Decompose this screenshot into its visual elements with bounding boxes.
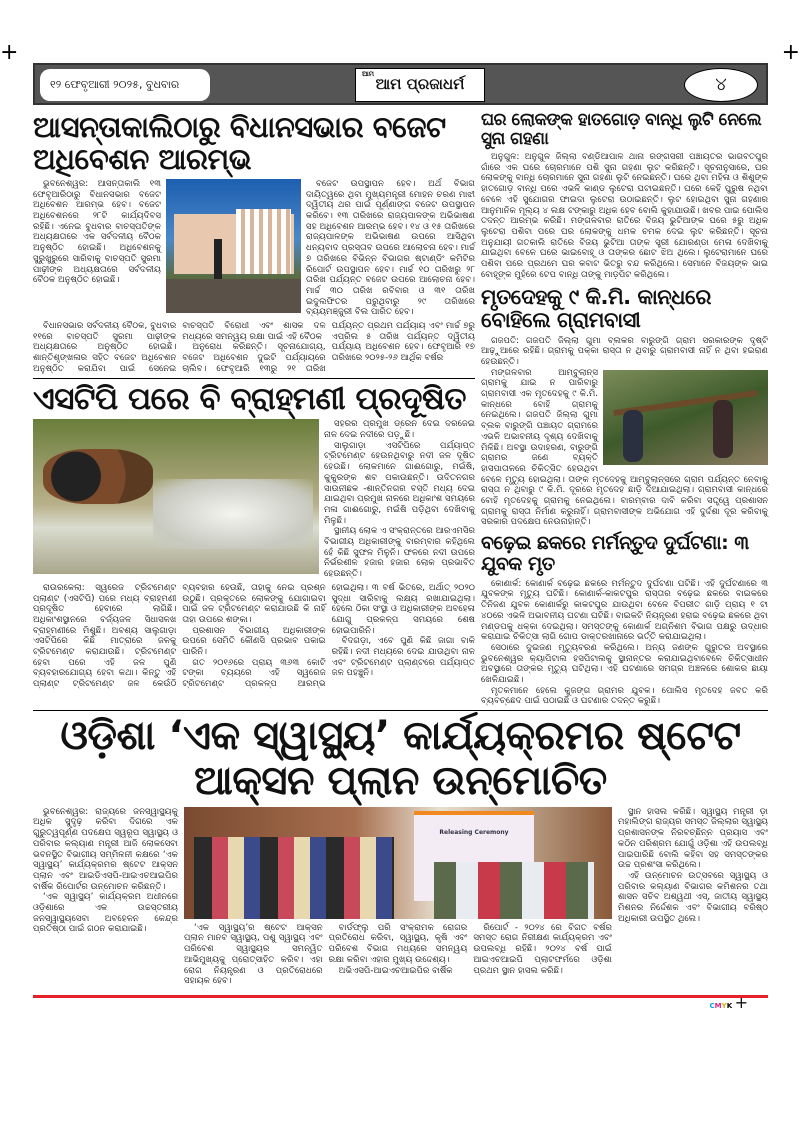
story-pollution-lower: ରାଉରକେଲା: ସ୍ୱରେଜ ଟ୍ରିଟମେଣ୍ଟ ପ୍ଲାଣ୍ଟ (ଏସଟିପି) ପରେ ମଧ୍ୟ ବ୍ରାହ୍ମଣୀ ପ୍ରଦୂଷିତ ହେବାରେ ଲାଗିଛି। ଅଧିକାଂଶସ୍ଥାନରେ ବର୍ଜ୍ୟଜଳ ସିଧାସଳଖ ବ୍ରାହ୍ମଣୀରେ ମିଶୁଛି। ଅବଶ୍ୟ ସାଲୁଗାଡ଼ା ଏସଟିପିରେ କିଛି ମାତ୍ରାରେ ଜଳକୁ ଟ୍ରିଟମେଣ୍ଟ କରାଯାଉଛି। ଟ୍ରିଟମେଣ୍ଟ ହେବା ପରେ ଏହି ଜଳ ପୁଣି ବ୍ୟବହାରଯୋଗ୍ୟ ହେବା କଥା। କିନ୍ତୁ ଏହି ପ୍ଲାଣ୍ଟ ଟ୍ରିଟମେଣ୍ଟ ଜଳ କେଉଁଠି ବ୍ୟବହାର ହେଉଛି, ତାହାକୁ ନେଇ ପ୍ରଶ୍ନ ଉଠୁଛି। ପ୍ରକୃତରେ ଲୋକଙ୍କୁ ଯୋଗାଇବା ପାଇଁ ଜଳ ଟ୍ରିଟମେଣ୍ଟ କରାଯାଉଛି କି ନାହିଁ ତାହା ଉପରେ ଶଙ୍କା। ପ୍ରଶାସନ ବିଭାଗୀୟ ଅଧିକାରୀଙ୍କ ଉପରେ ସେମିତି କୌଣସି ପ୍ରଭାବ ପକାଇ ପାରିନି। ଗତ ୨୦୧୬ରେ ପ୍ରାୟ ୩୬୩ କୋଟି ଟଙ୍କା ବ୍ୟୟରେ ଏହି ସ୍ୱରେଜ ଟ୍ରିଟମେଣ୍ଟ ପ୍ରକଳ୍ପ ଆରମ୍ଭ ହୋଇଥିଲା। ୩ ବର୍ଷ ଭିତରେ, ଅର୍ଥାତ୍ ୨୦୨୦ ସୁଦ୍ଧା ସାରିବାକୁ ଲକ୍ଷ୍ୟ ରଖାଯାଇଥିଲା। ହେଲେ ଠିକା ସଂସ୍ଥା ଓ ଅଧିକାରୀଙ୍କ ଅବହେଳା ଯୋଗୁ ପ୍ରକଳ୍ପ ସମୟରେ ଶେଷ ହୋଇପାରିନି। ବିଦଗଡ଼ା, ଏବେ ପୁଣି କିଛି ଜାଗା ବାକି ରହିଛି। ନଦୀ ମଧ୍ୟରେ ଦେଇ ଯାଉଥିବା ନାଳ ଏବଂ ଟ୍ରିଟମେଣ୍ଟ ପ୍ଲାଣ୍ଟରେ ପର୍ଯ୍ୟାପ୍ତ ଜଳ ପହଞ୍ଚୁନି। [33,582,475,690]
story-health-center-text: ‘ଏକ ସ୍ୱାସ୍ଥ୍ୟ’ର ଷ୍ଟେଟ ଆକ୍ସନ ପ୍ଲାନ ମାନବ ସ୍ୱାସ୍ଥ୍ୟ, ପଶୁ ସ୍ୱାସ୍ଥ୍ୟ ଏବଂ ପରିବେଶ ସ୍ୱାସ୍ଥ୍ୟର ସମନ୍ୱିତ ଆଭିମୁଖ୍ୟକୁ ପ୍ରୋତ୍ସାହିତ କରିବ। ଏହା ରୋଗ ନିୟନ୍ତ୍ରଣ ଓ ପ୍ରତିରୋଧରେ ସହାୟକ ହେବ। ବାର୍ଡଫ୍ଲୁ ପରି ସଂକ୍ରାମକ ରୋଗର ପ୍ରତିରୋଧ କରିବା, ସ୍ୱାସ୍ଥ୍ୟ, କୃଷି ଏବଂ ପରିବେଶ ବିଭାଗ ମଧ୍ୟରେ ସମନ୍ୱୟ ରକ୍ଷା କରିବା ଏହାର ମୁଖ୍ୟ ଉଦ୍ଦେଶ୍ୟ। ଅଭିଏସପି-ଆଇଏଚଆଇପିର ବାର୍ଷିକ ରିପୋର୍ଟ - ୨୦୨୪ ରେ ବିଗତ ବର୍ଷର ସମସ୍ତ ରୋଗ ନିରୀକ୍ଷଣ କାର୍ଯ୍ୟକ୍ରମ ଏବଂ ଉପଲବ୍ଧି ରହିଛି। ୨୦୨୪ ବର୍ଷ ପାଇଁ ଆଇଏଚଆଇପି ପ୍ଲାଟଫର୍ମରେ ଓଡ଼ିଶା ପ୍ରଥମ ସ୍ଥାନ ହାସଲ କରିଛି। [184,922,612,987]
page-number: ୪ [684,68,758,102]
story-body-text: ଗଜପତି: ଗଜପତି ଜିଲ୍ଲା ଗୁମା ବ୍ଲକର ବାରୁଙ୍ଗି ଗ୍ରାମ ସରକାରଙ୍କ ଦୃଷ୍ଟି ଆଢ଼ୁଆରେ ରହିଛି। ଗ୍ରାମକୁ ପକ୍କା ରାସ୍ତା ନ ଥିବାରୁ ଗ୍ରାମବାସୀ ନାହିଁ ନ ଥିବା ହଇରାଣ ହେଉଛନ୍ତି। ମଙ୍ଗଳବାର ଆମ୍ବୁଲାନ୍ସ ଗ୍ରାମକୁ ଯାଇ ନ ପାରିବାରୁ ଗ୍ରାମବାସୀ ଏକ ମୃତଦେହକୁ ୯ କି.ମି. କାନ୍ଧରେ ବୋହି ଗ୍ରାମକୁ ନେଇଥିଲେ। ଗଜପତି ଜିଲ୍ଲା ଗୁମା ବ୍ଲକ ବାରୁଙ୍ଗି ପଞ୍ଚାୟତ ଗ୍ରାମରେ ଏଭଳି ଅଭାବନୀୟ ଦୃଶ୍ୟ ଦେଖିବାକୁ ମିଳିଛି। ଅବସ୍ଥା ଉଦାହରଣ, ବାରୁଙ୍ଗି ଗ୍ରାମର ଜଣେ ବ୍ୟକ୍ତି ହାସପାତାଳରେ ଚିକିତ୍ସିତ ହେଉଥିବା ବେଳେ ମୃତ୍ୟୁ ହୋଇଥିଲା। ତାଙ୍କ ମୃତଦେହକୁ ଆମ୍ବୁଲାନ୍ସରେ ଗ୍ରାମ ପର୍ଯ୍ୟନ୍ତ ନେବାକୁ ରାସ୍ତା ନ ଥିବାରୁ ୯ କି.ମି. ଦୂରରେ ମୃତଦେହ ଛାଡ଼ି ଦିଆଯାଇଥିଲା। ଗ୍ରାମବାସୀ କାନ୍ଧରେ ବୋହି ମୃତଦେହକୁ ଗ୍ରାମକୁ ନେଇଥିଲେ। ବାରମ୍ବାର ଦାବି କରିବା ସତ୍ତ୍ୱେ ପ୍ରଶାସନ ଗ୍ରାମକୁ ରାସ୍ତା ନିର୍ମାଣ କରୁନାହିଁ। ଗ୍ରାମବାସୀଙ୍କ ଅଭିଯୋଗ ଏହି ଦୁର୍ଦ୍ଦଶା ଦୂର କରିବାକୁ ସରକାର ପଦକ୍ଷେପ ନେଉନାହାନ୍ତି। [481,335,768,528]
upper-section [33,108,768,707]
story-budget-col1: ଭୁବନେଶ୍ୱର: ଆସନ୍ତାକାଲି ୧୩ ଫେବୃଆରିଠାରୁ ବିଧାନସଭାର ବଜେଟ ଅଧିବେଶନ ଆରମ୍ଭ ହେବ। ବଜେଟ ଅଧିବେଶନରେ ୨୮ଟି କାର୍ଯ୍ୟଦିବସ ରହିଛି। ଏନେଇ ବୁଧବାର ବାଚସ୍ପତିଙ୍କ ଅଧ୍ୟକ୍ଷତାରେ ଏକ ସର୍ବଦଳୀୟ ବୈଠକ ଅନୁଷ୍ଠିତ ହୋଇଛି। ଅଧିବେଶନକୁ ସୁରୁଖୁରୁରେ ସାରିବାକୁ ବାଚସ୍ପତି ସୁରମା ପାଢ଼ୀଙ୍କ ଅଧ୍ୟକ୍ଷତାରେ ସର୍ବଦଳୀୟ ବୈଠକ ଅନୁଷ୍ଠିତ ହୋଇଛି। [33,178,161,286]
headline-one-health: ଓଡ଼ିଶା ‘ଏକ ସ୍ୱାସ୍ଥ୍ୟ’ କାର୍ଯ୍ୟକ୍ରମର ଷ୍ଟେଟ ଆକ୍ସନ ପ୍ଲାନ ଉନ୍ମୋଚିତ [60,713,741,804]
right-column [481,108,768,707]
photo-assembly-building [166,179,301,313]
story-health-col1: ଭୁବନେଶ୍ୱର: ରାଜ୍ୟରେ ଜନସ୍ୱାସ୍ଥ୍ୟକୁ ଅଧିକ ସୁଦୃଢ଼ କରିବା ଦିଗରେ ଏକ ଗୁରୁତ୍ୱପୂର୍ଣ୍ଣ ପଦକ୍ଷେପ ସ୍ୱରୂପ ସ୍ୱାସ୍ଥ୍ୟ ଓ ପରିବାର କଲ୍ୟାଣ ମନ୍ତ୍ରୀ ଆଜି ଲୋକସେବା ଭବନସ୍ଥିତ ବିଭାଗୀୟ ସମ୍ମିଳନୀ କକ୍ଷରେ ‘ଏକ ସ୍ୱାସ୍ଥ୍ୟ’ କାର୍ଯ୍ୟକ୍ରମର ଷ୍ଟେଟ ଆକ୍ସନ ପ୍ଲାନ ଏବଂ ଆଇଡିଏସପି-ଆଇଏଚଆଇପିର ବାର୍ଷିକ ରିପୋର୍ଟର ଉନ୍ମୋଚନ କରିଛନ୍ତି। ‘ଏକ ସ୍ୱାସ୍ଥ୍ୟ’ କାର୍ଯ୍ୟକ୍ରମ ଅଧୀନରେ ଓଡ଼ିଶାରେ ଏକ ଉଚ୍ଚସ୍ତରୀୟ ଜନସ୍ୱାସ୍ଥ୍ୟସେବା ଅବହେଳନ କେନ୍ଦ୍ର ପ୍ରତିଷ୍ଠା ପାଇଁ ଗଠନ କରାଯାଇଛି। [33,806,178,935]
story-pollution-col-right: ସହରର ପ୍ରମୁଖ ଡ୍ରେନ ଦେଇ ଦରଜେଇ ନାଳ ଦେଇ ନଦୀରେ ପଡ଼ୁଛି। ସାଲୁଗାଡ଼ା ଏସଟିପିରେ ପର୍ଯ୍ୟାପ୍ତ ଟ୍ରିଟମେଣ୍ଟ ହେଉନଥିବାରୁ ନଦୀ ଜଳ ଦୂଷିତ ହେଉଛି। ଲୋକମାନେ ଗାଈଗୋରୁ, ମଇଁଷି, କୁକୁରଙ୍କ ଶବ ପକାଉଛନ୍ତି। ଉଦିତନଗର ସାଉନୀଛକ -ଶାନ୍ତିନଗର ବସ୍ତି ମଧ୍ୟ ଦେଇ ଯାଇଥିବା ପ୍ରମୁଖ ନାଳରେ ଅଧିକାଂଶ ସମୟରେ ମଳା ଗାଈଗୋରୁ, ମଇଁଷି ପଡ଼ିଥିବା ଦେଖିବାକୁ ମିଳୁଛି। ସ୍ଥାନୀୟ ଲୋକ ଏ ସଂକ୍ରାନ୍ତରେ ଆରଏମସିର ବିଭାଗୀୟ ଅଧିକାରୀଙ୍କୁ ବାରମ୍ବାର କହିଥିଲେ ହେଁ କିଛି ସୁଫଳ ମିଳୁନି। ଫଳରେ ନଦୀ ଉପରେ ନିର୍ଭରଶୀଳ ହଜାର ହଜାର ଲୋକ ପ୍ରଭାବିତ ହେଉଛନ୍ତି। [324,419,475,580]
story-robbery-body: ଅନୁଗୁଳ: ଅନୁଗୁଳ ଜିଲ୍ଲା ବଣ୍ଡିଆପାଳ ଥାନା ରଙ୍ଗସରୀ ପଞ୍ଚାୟତର ଭାଗବତପୁର ଗାଁରେ ଏକ ଘରେ ଚୋରମାନେ ପଶି ସୁନା ଗହଣା ଲୁଟ କରିଛନ୍ତି। ସୂଚନାନୁସାରେ, ଘର ଲୋକଙ୍କୁ ବାନ୍ଧି ଚୋରମାନେ ସୁନା ଗହଣା ଲୁଟି ନେଇଛନ୍ତି। ଘରେ ଥିବା ମହିଳା ଓ ଶିଶୁଙ୍କ ହାତଗୋଡ଼ ବାନ୍ଧି ପରେ ଏଭଳି କାଣ୍ଡ ଲୁଟେରା ଘଟାଇଛନ୍ତି। ଘରେ କେହି ପୁରୁଷ ନଥିବା ବେଳେ ଏହି ସୁଯୋଗର ଫାଇଦା ଲୁଟେରା ଉଠାଇଛନ୍ତି। ଲୁଟ ହୋଇଥିବା ସୁନା ଗହଣାର ଆନୁମାନିକ ମୂଲ୍ୟ ୪ ଲକ୍ଷ ଟଙ୍କାରୁ ଅଧିକ ହେବ ବୋଲି କୁହାଯାଉଛି। ଖବର ପାଇ ପୋଲିସ ତଦନ୍ତ ଆରମ୍ଭ କରିଛି। ମଙ୍ଗଳବାର ରାତିରେ ବିଜୟ ଭୁଟିଆଙ୍କ ଘରେ ୫ରୁ ଅଧିକ ଲୁଟେରା ପଶିବା ପରେ ଘର ଲୋକଙ୍କୁ ଧମକ ଚମକ ଦେଇ ଲୁଟ କରିଛନ୍ତି। ସୂଚନା ଅନୁଯାୟୀ ଗତକାଲି ରାତିରେ ବିଜୟ ଭୁଟିଆ ତାଙ୍କ ସ୍ତ୍ରୀ ଯୋରଣ୍ଡା ମେଳା ଦେଖିବାକୁ ଯାଇଥିବା ବେଳେ ଘରେ ଭାଇବୋହୂ ଓ ତାଙ୍କର ଛୋଟ ଝିଅ ଥିଲେ। ଲୁଟେରାମାନେ ଘରେ ପଶିବା ପରେ ପ୍ରଥମେ ଘର କବାଟ ଭିତରୁ ବନ୍ଦ କରିଥିଲେ। ସେମାନେ ବିଜୟଙ୍କ ଭାଇ ବୋହୂଙ୍କ ମୁହଁରେ ଟେପ ବାନ୍ଧି ତାଙ୍କୁ ମାଡ଼ପିଟ କରିଥିଲେ। [481,152,768,280]
story-health [33,807,768,987]
headline-gold-robbery: ଘର ଲୋକଙ୍କ ହାତଗୋଡ଼ ବାନ୍ଧି ଲୁଟି ନେଲେ ସୁନା ଗହଣା [481,110,762,150]
divider [33,378,475,379]
headline-budget-session: ଆସନ୍ତାକାଲିଠାରୁ ବିଧାନସଭାର ବଜେଟ ଅଧିବେଶନ ଆରମ୍ଭ [33,110,446,177]
story-budget-col3: ବଜେଟ ଉପସ୍ଥାପନ ହେବ। ଅର୍ଥ ବିଭାଗ ଦାୟିତ୍ୱରେ ଥିବା ମୁଖ୍ୟମନ୍ତ୍ରୀ ମୋହନ ଚରଣ ମାଝୀ ଦ୍ୱିତୀୟ ଥର ପାଇଁ ପୂର୍ଣ୍ଣାଙ୍ଗ ବଜେଟ ଉପସ୍ଥାପନ କରିବେ। ୧୩ ତାରିଖରେ ରାଜ୍ୟପାଳଙ୍କ ଅଭିଭାଷଣ ସହ ଅଧିବେଶନ ଆରମ୍ଭ ହେବ। ୧୪ ଓ ୧୫ ତାରିଖରେ ରାଜ୍ୟପାଳଙ୍କ ଅଭିଭାଷଣ ଉପରେ ଆସିଥିବା ଧନ୍ୟବାଦ ପ୍ରସ୍ତାବ ଉପରେ ଆଲୋଚନା ହେବ। ମାର୍ଚ୍ଚ ୭ ତାରିଖରେ ବିଭିନ୍ନ ବିଭାଗର ଷ୍ଟାଣ୍ଡିଂ କମିଟିର ରିପୋର୍ଟ ଉପସ୍ଥାପନ ହେବ। ମାର୍ଚ୍ଚ ୧୦ ତାରିଖରୁ ୨୮ ତାରିଖ ପର୍ଯ୍ୟନ୍ତ ବଜେଟ ଉପରେ ଆଲୋଚନା ହେବ। ମାର୍ଚ୍ଚ ୩୦ ତାରିଖ ରବିବାର ଓ ୩୧ ତାରିଖ ଇଦୁଲଫିତର ପରୁଥିବାରୁ ୨୯ ତାରିଖରେ ବ୍ୟୟମଞ୍ଜୁରୀ ବିଲ ପାରିତ ହେବ। [306,178,475,318]
headline-body-carried: ମୃତଦେହକୁ ୯ କି.ମି. କାନ୍ଧରେ ବୋହିଲେ ଗ୍ରାମବାସୀ [481,284,711,333]
footer [33,995,768,998]
photo-polluted-river [33,419,319,574]
headline-brahmani-pollution: ଏସଟିପି ପରେ ବି ବ୍ରାହ୍ମଣୀ ପ୍ରଦୂଷିତ [33,380,466,417]
photo-villagers-carrying-body [603,370,768,465]
story-budget-top [33,179,475,318]
crop-mark: + [734,992,748,1012]
newspaper-logo: ଆମ ଆମ ପ୍ରଜାଧର୍ମ [355,68,485,102]
divider [33,710,768,711]
crop-mark: + [781,40,800,65]
story-health-col5: ସ୍ଥାନ ହାସଲ କରିଛି। ସ୍ୱାସ୍ଥ୍ୟ ମନ୍ତ୍ରୀ ଡ଼ା ମହାଲିଙ୍ଗ ରାଜ୍ୟର ସମସ୍ତ ଜିଲ୍ଲାର ସ୍ୱାସ୍ଥ୍ୟ ପ୍ରଶାସନଙ୍କ ନିରବଚ୍ଛିନ୍ନ ପ୍ରୟାସ ଏବଂ କଠିନ ପରିଶ୍ରମ ଯୋଗୁଁ ଓଡ଼ିଶା ଏହି ଉପଲବ୍ଧି ପାଇପାରିଛି ବୋଲି କହିବା ସହ ସମସ୍ତଙ୍କର ଉଚ୍ଚ ପ୍ରଶଂସା କରିଥିଲେ। ଏହି ଉନ୍ମୋଚନ ଉତ୍ସବରେ ସ୍ୱାସ୍ଥ୍ୟ ଓ ପରିବାର କଲ୍ୟାଣ ବିଭାଗର କମିଶନର ତଥା ଶାସନ ସଚିବ ଅଶ୍ୱଥୀ ଏସ୍, ଜାତୀୟ ସ୍ୱାସ୍ଥ୍ୟ ମିଶନର ନିର୍ଦ୍ଦେଶକ ଏବଂ ବିଭାଗୀୟ ବରିଷ୍ଠ ଅଧିକାରୀ ଉପସ୍ଥିତ ଥିଲେ। [618,806,768,924]
story-pollution-top [33,419,475,580]
photo-release-ceremony [184,807,612,919]
crop-mark: + [0,40,19,65]
footer-rule [33,995,768,998]
headline-accident: ବଢ଼େଇ ଛକରେ ମର୍ମନ୍ତୁଦ ଦୁର୍ଘଟଣା: ୩ ଯୁବକ ମୃତ [481,532,749,576]
story-budget-lower: ବିଧାନସଭାର ସର୍ବଦଳୀୟ ବୈଠକ, ବୁଧବାର ୧୧ରେ ବାଚସ୍ପତି ସୁରମା ପାଢ଼ୀଙ୍କ ଅଧ୍ୟକ୍ଷତାରେ ଅନୁଷ୍ଠିତ ହୋଇଛି। ଶାନ୍ତିଶୃଙ୍ଖଳାର ସହିତ ବଜେଟ ଅଧିବେଶନ ଅନୁଷ୍ଠିତ କରାଯିବା ପାଇଁ ସେନେଇ ବାଚସ୍ପତି ବିରୋଧୀ ଏବଂ ଶାସକ ଦଳ ମଧ୍ୟରେ ସମନ୍ୱୟ ରକ୍ଷା ପାଇଁ ଏହି ବୈଠକ ଅନୁରୋଧ କରିଛନ୍ତି। ସୂଚନାଯୋଗ୍ୟ, ବଜେଟ ଅଧିବେଶନ ଦୁଇଟି ପର୍ଯ୍ୟାୟରେ ଚାଲିବ। ଫେବୃଆରି ୧୩ରୁ ୨୧ ତାରିଖ ପର୍ଯ୍ୟନ୍ତ ପ୍ରଥମ ପର୍ଯ୍ୟାୟ ଏବଂ ମାର୍ଚ୍ଚ ୭ରୁ ଏପ୍ରିଲ ୫ ତାରିଖ ପର୍ଯ୍ୟନ୍ତ ଦ୍ୱିତୀୟ ପର୍ଯ୍ୟାୟ ଅଧିବେଶନ ହେବ। ଫେବୃଆରି ୧୭ ତାରିଖରେ ୨୦୨୫-୨୬ ଆର୍ଥିକ ବର୍ଷର [33,321,475,374]
ceremony-banner: Releasing Ceremony [414,811,534,901]
left-column [33,108,475,707]
story-accident-body: କୋଣାର୍କ: କୋଣାର୍କ ବଢ଼େଇ ଛକରେ ମର୍ମନ୍ତୁଦ ଦୁର୍ଘଟଣା ଘଟିଛି। ଏହି ଦୁର୍ଘଟଣାରେ ୩ ଯୁବକଙ୍କ ମୃତ୍ୟୁ ଘଟିଛି। କୋଣାର୍କ-କାକଟପୁର ରାସ୍ତାର ବଢ଼େଇ ଛକରେ ବାଇକରେ ତିନିଜଣ ଯୁବକ କୋଣାର୍କରୁ କାକଟପୁର ଯାଉଥିବା ବେଳେ ବିପରୀତ ଗାଡ଼ି ପ୍ରାୟ ୧ ଟା ୪୦ରେ ଏଭଳି ଅଭାବନୀୟ ଘଟଣା ଘଟିଛି। ବାଇକଟି ନିୟନ୍ତ୍ରଣ ହରାଇ ବଢ଼େଇ ଛକରେ ଥିବା ମଣ୍ଡପକୁ ଧକ୍କା ଦେଇଥିଲା। ସମସ୍ତଙ୍କୁ କୋଣାର୍କ ଅଗ୍ନିଶମ ବିଭାଗ ପକ୍ଷରୁ ଉଦ୍ଧାର କରାଯାଇ ଚିକିତ୍ସା ଲାଗି ଗୋପ ଡାକ୍ତରଖାନାରେ ଭର୍ତ୍ତି କରାଯାଇଥିଲା। ସେଠାରେ ଦୁଇଜଣ ମୃତ୍ୟୁବରଣ କରିଥିଲେ। ଅନ୍ୟ ଜଣଙ୍କ ଗୁରୁତର ଅବସ୍ଥାରେ ଭୁବନେଶ୍ୱର କ୍ୟାପିଟାଲ ହସପିଟାଲକୁ ସ୍ଥାନାନ୍ତର କରାଯାଇଥିବାବେଳେ ଚିକିତ୍ସାଧୀନ ଅବସ୍ଥାରେ ତାଙ୍କର ମୃତ୍ୟୁ ଘଟିଥିଲା। ଏହି ଘଟଣାରେ ସମଗ୍ର ଅଞ୍ଚଳରେ ଶୋକର ଛାୟା ଖେଳିଯାଇଛି। ମୃତକମାନେ ହେଲେ କୁଜଙ୍ଗ ଗ୍ରାମର ଯୁବକ। ପୋଲିସ ମୃତଦେହ ଜବତ କରି ବ୍ୟବଚ୍ଛେଦ ପାଇଁ ପଠାଇଛି ଓ ଘଟଣାର ତଦନ୍ତ କରୁଛି। [481,578,768,707]
story-health-center [184,807,612,987]
cmyk-mark: CMYK + [709,992,748,1012]
masthead [33,63,768,105]
dateline: ୧୨ ଫେବୃଆରୀ ୨୦୨୫, ବୁଧବାର [40,69,210,101]
newspaper-page [33,63,768,1011]
